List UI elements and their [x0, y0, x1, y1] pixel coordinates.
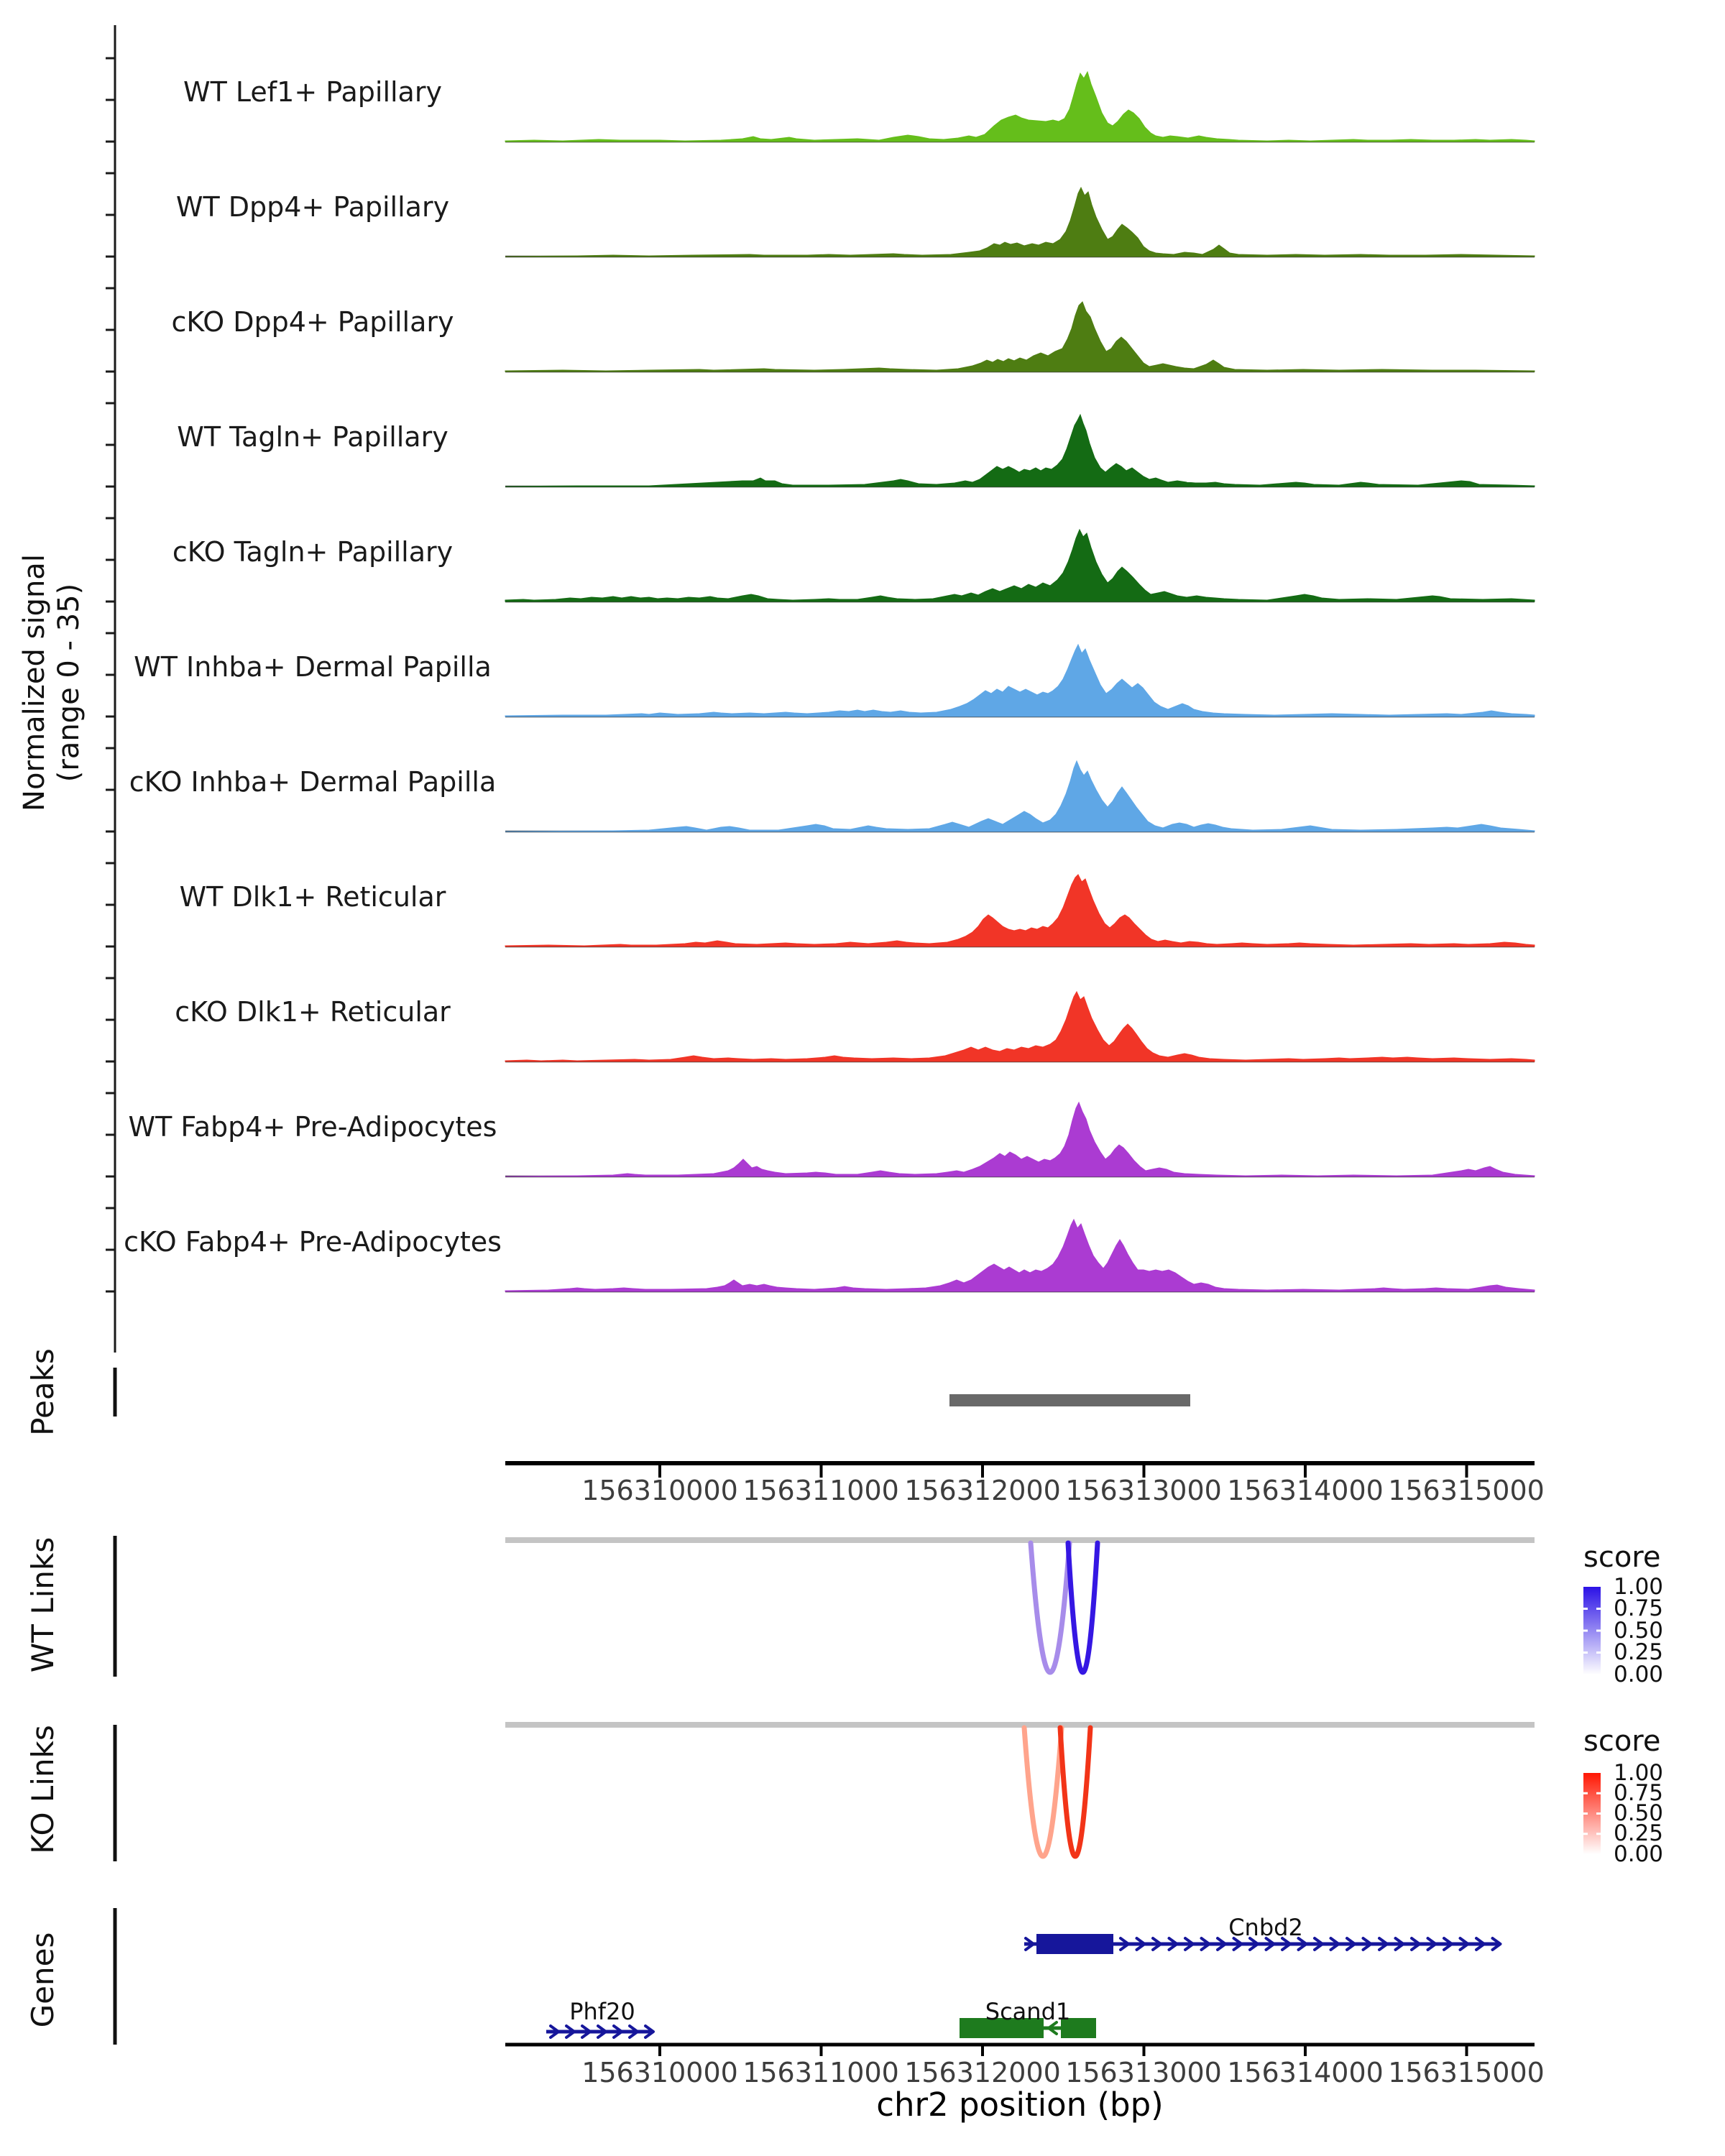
peaks-section-label: Peaks	[25, 1348, 60, 1436]
coverage-area	[505, 188, 1535, 257]
wt-score-legend-title: score	[1583, 1541, 1661, 1574]
y-axis-label-line1: Normalized signal	[18, 554, 51, 811]
track-label-cko-fabp4: cKO Fabp4+ Pre-Adipocytes	[124, 1226, 502, 1258]
track-label-wt-dlk1: WT Dlk1+ Reticular	[179, 881, 446, 913]
gene-axis-tick-label: 156311000	[742, 2057, 899, 2088]
coverage-area	[505, 415, 1535, 487]
coverage-area	[505, 645, 1535, 717]
track-label-wt-tagln: WT Tagln+ Papillary	[177, 421, 448, 453]
wt-score-legend-label: 0.25	[1614, 1639, 1664, 1665]
track-label-cko-dpp4: cKO Dpp4+ Papillary	[171, 306, 454, 338]
track-label-cko-tagln: cKO Tagln+ Papillary	[172, 536, 454, 568]
track-label-cko-dlk1: cKO Dlk1+ Reticular	[175, 996, 451, 1028]
ruler-tick-label: 156310000	[581, 1475, 738, 1506]
wt-score-legend-label: 0.75	[1614, 1595, 1664, 1621]
wt-link-arc	[1031, 1543, 1070, 1672]
track-label-wt-lef1: WT Lef1+ Papillary	[183, 76, 442, 108]
gene-axis-tick-label: 156313000	[1065, 2057, 1222, 2088]
gene-axis-tick-label: 156312000	[904, 2057, 1061, 2088]
gene-label-phf20: Phf20	[569, 1998, 635, 2025]
track-label-wt-inhba: WT Inhba+ Dermal Papilla	[134, 651, 492, 683]
gene-label-cnbd2: Cnbd2	[1228, 1914, 1303, 1941]
ko-score-legend-label: 0.50	[1614, 1800, 1664, 1826]
ko-score-legend-label: 0.00	[1614, 1841, 1664, 1867]
coverage-area	[505, 72, 1535, 142]
gene-axis-tick-label: 156314000	[1227, 2057, 1384, 2088]
ruler-tick-label: 156312000	[904, 1475, 1061, 1506]
track-label-wt-fabp4: WT Fabp4+ Pre-Adipocytes	[128, 1111, 497, 1143]
y-axis-label-line2: (range 0 - 35)	[52, 583, 86, 783]
wt-score-legend-label: 1.00	[1614, 1574, 1664, 1600]
gene-exon-cnbd2	[1036, 1934, 1113, 1954]
ko-score-legend-label: 1.00	[1614, 1760, 1664, 1786]
coverage-area	[505, 761, 1535, 831]
genes-section-label: Genes	[25, 1932, 60, 2028]
ruler-tick-label: 156311000	[742, 1475, 899, 1506]
y-axis-label	[17, 395, 86, 970]
wt-links-section-label: WT Links	[25, 1537, 60, 1673]
ko-links-section-label: KO Links	[25, 1725, 60, 1854]
x-axis-title: chr2 position (bp)	[876, 2086, 1164, 2124]
wt-score-legend-label: 0.00	[1614, 1662, 1664, 1687]
wt-score-legend-label: 0.50	[1614, 1618, 1664, 1644]
gene-axis-tick-label: 156310000	[581, 2057, 738, 2088]
track-label-wt-dpp4: WT Dpp4+ Papillary	[175, 191, 450, 223]
gene-axis-tick-label: 156315000	[1388, 2057, 1545, 2088]
peak-interval-bar	[949, 1394, 1190, 1406]
ko-link-arc	[1024, 1728, 1062, 1856]
coverage-area	[505, 530, 1535, 602]
coverage-area	[505, 1102, 1535, 1176]
ko-score-legend-label: 0.75	[1614, 1780, 1664, 1806]
ko-score-legend-title: score	[1583, 1725, 1661, 1758]
coverage-area	[505, 992, 1535, 1061]
coverage-area	[505, 1220, 1535, 1291]
ruler-tick-label: 156314000	[1227, 1475, 1384, 1506]
coverage-area	[505, 302, 1535, 372]
ko-score-legend-label: 0.25	[1614, 1820, 1664, 1846]
wt-link-arc	[1068, 1543, 1098, 1672]
ko-link-arc	[1060, 1728, 1090, 1856]
gene-label-scand1: Scand1	[985, 1998, 1071, 2025]
coverage-area	[505, 875, 1535, 946]
ruler-tick-label: 156315000	[1388, 1475, 1545, 1506]
ruler-tick-label: 156313000	[1065, 1475, 1222, 1506]
track-label-cko-inhba: cKO Inhba+ Dermal Papilla	[129, 766, 497, 798]
